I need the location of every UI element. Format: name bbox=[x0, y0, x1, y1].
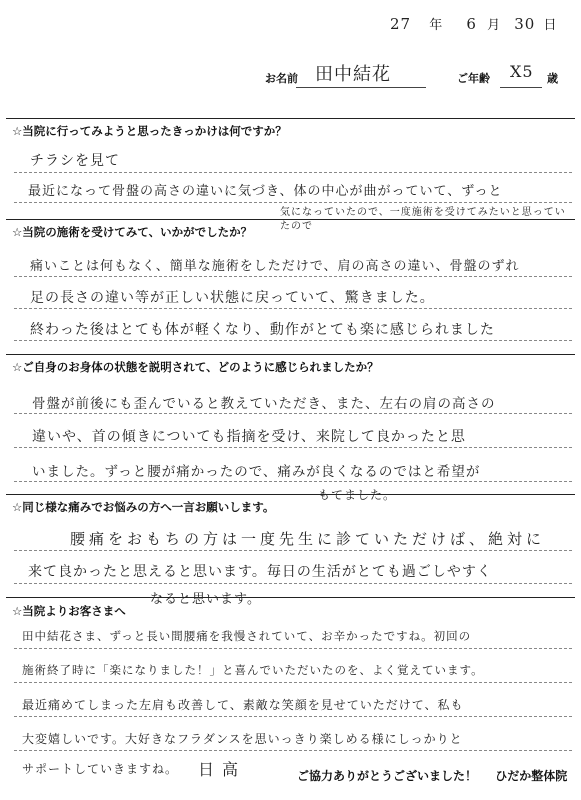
question-2-label: ☆当院の施術を受けてみて、いかがでしたか？ bbox=[12, 225, 253, 239]
footer-thanks: ご協力ありがとうございました！ bbox=[297, 769, 478, 783]
name-underline bbox=[296, 87, 426, 88]
answer-line bbox=[14, 276, 572, 277]
answer-1-line-2: 最近になって骨盤の高さの違いに気づき、体の中心が曲がっていて、ずっと bbox=[28, 184, 503, 199]
answer-line bbox=[14, 340, 572, 341]
name-label: お名前 bbox=[265, 72, 298, 85]
answer-5-line-4: 大変嬉しいです。大好きなフラダンスを思いっきり楽しめる様にしっかりと bbox=[22, 732, 463, 746]
answer-line bbox=[14, 413, 572, 414]
answer-1-line-1: チラシを見て bbox=[30, 153, 120, 169]
answer-2-line-1: 痛いことは何もなく、簡単な施術をしただけで、肩の高さの違い、骨盤のずれ bbox=[30, 259, 520, 274]
answer-4-line-3: なると思います。 bbox=[150, 592, 261, 607]
answer-line bbox=[14, 648, 572, 649]
answer-2-line-2: 足の長さの違い等が正しい状態に戻っていて、驚きました。 bbox=[30, 290, 435, 306]
answer-5-line-1: 田中結花さま、ずっと長い間腰痛を我慢されていて、お辛かったですね。初回の bbox=[22, 629, 472, 643]
answer-line bbox=[14, 716, 572, 717]
question-3-label: ☆ご自身のお身体の状態を説明されて、どのように感じられましたか？ bbox=[12, 360, 379, 374]
answer-4-line-1: 腰痛をおもちの方は一度先生に診ていただけば、絶対に bbox=[70, 530, 546, 548]
staff-signature: 日高 bbox=[198, 760, 247, 779]
date-year-unit: 年 bbox=[429, 18, 443, 33]
name-age-row bbox=[265, 60, 575, 90]
age-unit: 歳 bbox=[547, 72, 558, 85]
answer-line bbox=[14, 172, 572, 173]
date bbox=[390, 14, 556, 33]
age-value: X5 bbox=[510, 62, 534, 81]
question-5-label: ☆当院よりお客さまへ bbox=[12, 604, 126, 618]
answer-3-line-3: いました。ずっと腰が痛かったので、痛みが良くなるのではと希望が bbox=[32, 464, 481, 480]
answer-line bbox=[14, 447, 572, 448]
answer-5-line-2: 施術終了時に「楽になりました！」と喜んでいただいたのを、よく覚えています。 bbox=[22, 663, 484, 677]
section-divider bbox=[6, 118, 575, 119]
date-month: 6 bbox=[466, 15, 477, 33]
answer-line bbox=[14, 481, 572, 482]
date-year: 27 bbox=[390, 15, 412, 33]
answer-line bbox=[14, 202, 572, 203]
answer-3-line-4: もてました。 bbox=[318, 488, 397, 502]
date-day: 30 bbox=[514, 15, 536, 33]
section-divider bbox=[6, 494, 575, 495]
answer-3-line-1: 骨盤が前後にも歪んでいると教えていただき、また、左右の肩の高さの bbox=[32, 396, 496, 412]
answer-line bbox=[14, 583, 572, 584]
name-value: 田中結花 bbox=[315, 64, 391, 85]
answer-1-line-3: 気になっていたので、一度施術を受けてみたいと思っていたので bbox=[280, 207, 566, 232]
answer-line bbox=[14, 750, 572, 751]
date-month-unit: 月 bbox=[487, 18, 501, 33]
date-day-unit: 日 bbox=[543, 18, 557, 33]
answer-line bbox=[14, 308, 572, 309]
age-label: ご年齢 bbox=[457, 72, 490, 85]
answer-line bbox=[14, 682, 572, 683]
answer-5-line-3: 最近痛めてしまった左肩も改善して、素敵な笑顔を見せていただけて、私も bbox=[22, 698, 464, 712]
age-underline bbox=[500, 87, 542, 88]
answer-3-line-2: 違いや、首の傾きについても指摘を受け、来院して良かったと思 bbox=[32, 429, 466, 445]
footer bbox=[297, 767, 567, 784]
answer-5-line-5: サポートしていきますね。 bbox=[22, 762, 179, 776]
question-4-label: ☆同じ様な痛みでお悩みの方へ一言お願いします。 bbox=[12, 500, 275, 514]
section-divider bbox=[6, 219, 575, 220]
answer-4-line-2: 来て良かったと思えると思います。毎日の生活がとても過ごしやすく bbox=[28, 564, 492, 580]
section-divider bbox=[6, 597, 575, 598]
section-divider bbox=[6, 354, 575, 355]
answer-2-line-3: 終わった後はとても体が軽くなり、動作がとても楽に感じられました bbox=[30, 322, 495, 338]
clinic-name: ひだか整体院 bbox=[495, 769, 568, 783]
question-1-label: ☆当院に行ってみようと思ったきっかけは何ですか？ bbox=[12, 124, 287, 138]
answer-line bbox=[14, 550, 572, 551]
